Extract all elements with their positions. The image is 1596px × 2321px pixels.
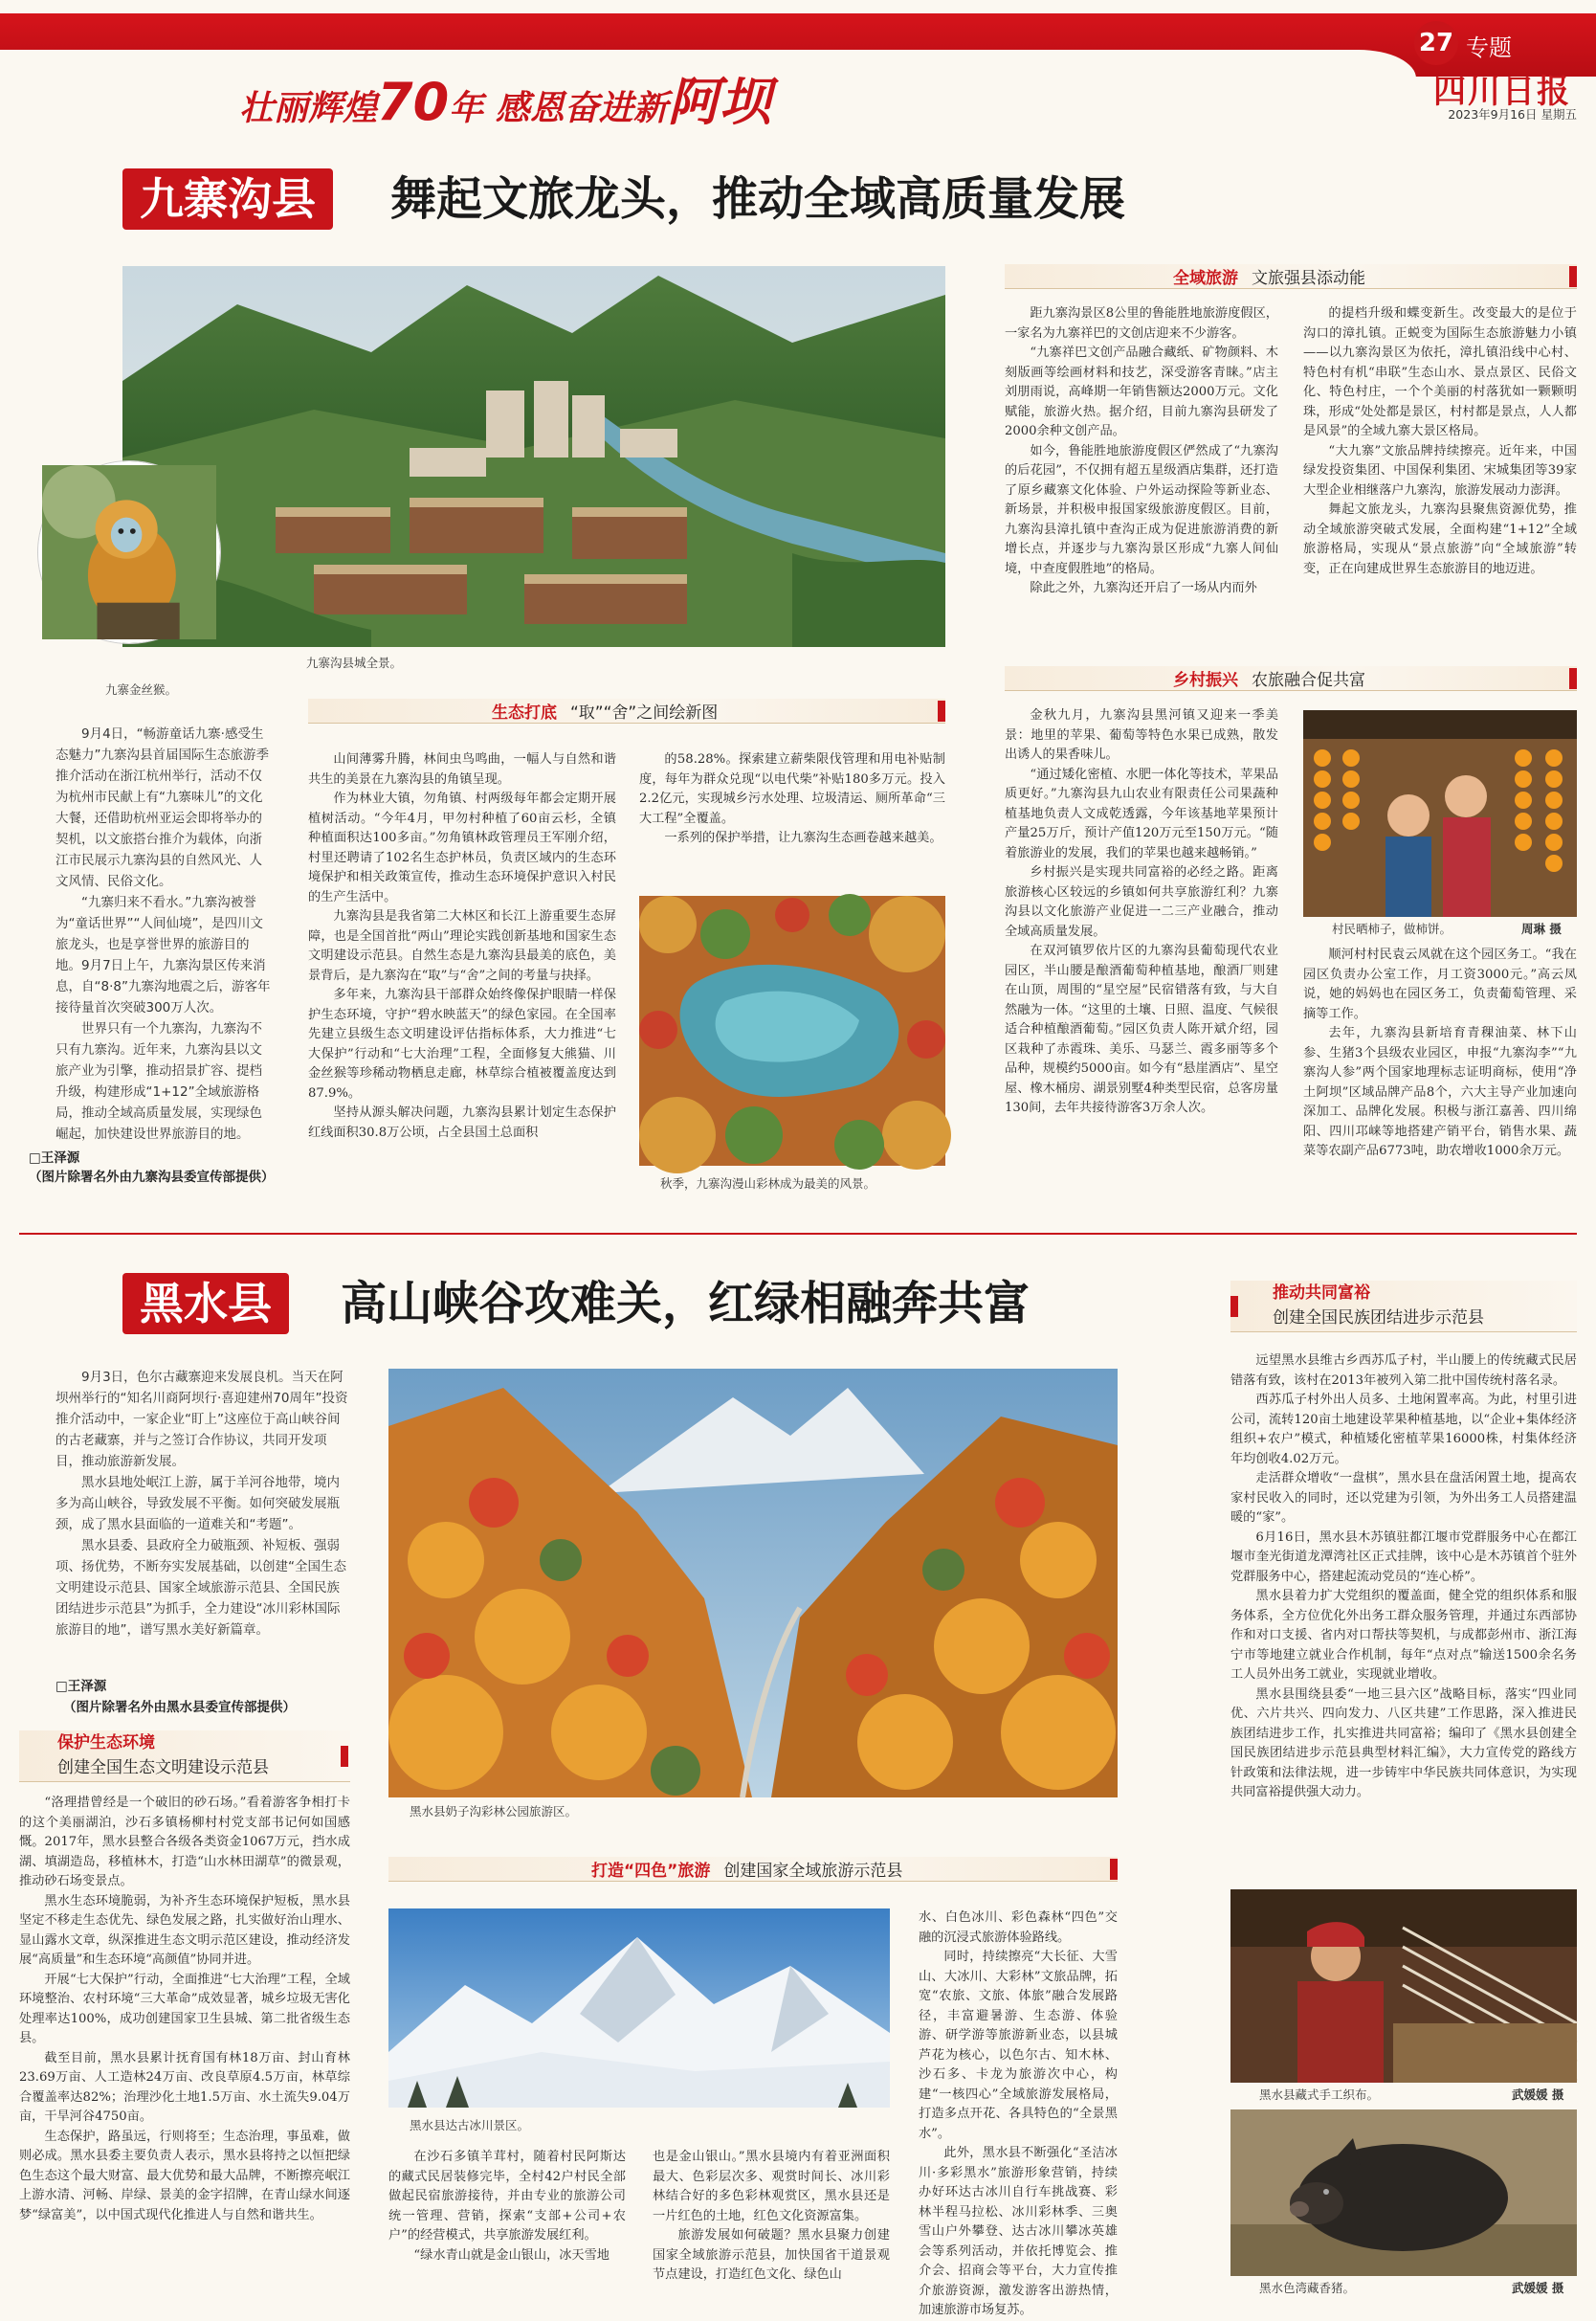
jiuzhaigou-lead-p2: “九寨归来不看水。”九寨沟被誉为“童话世界”“人间仙境”，是四川文旅龙头，也是享誉世界的旅游目的地。9月7日上午，九寨沟景区传来消息，自“8·8”九寨沟地震之后，游客年接待量首次突破300万人次。 <box>55 895 271 1015</box>
article-xiangcun-col2 <box>1303 946 1577 1202</box>
paragraph: 西苏瓜子村外出人员多、土地闲置率高。为此，村里引进公司，流转120亩土地建设苹果种植基地，以“企业+集体经济组织+农户”模式，种植矮化密植苹果16000株，村集体经济年均创收4.02万元。 <box>1230 1393 1577 1466</box>
paragraph: 山间薄雾升腾，林间虫鸟鸣曲，一幅人与自然和谐共生的美景在九寨沟县的角镇呈现。 <box>308 752 616 787</box>
paragraph: 水、白色冰川、彩色森林“四色”交融的沉浸式旅游体验路线。 <box>919 1910 1118 1945</box>
article-sise-col3 <box>919 1908 1118 2317</box>
paragraph: 坚持从源头解决问题，九寨沟县累计划定生态保护红线面积30.8万公顷，占全县国土总面积 <box>308 1105 616 1140</box>
paragraph: 开展“七大保护”行动，全面推进“七大治理”工程，全域环境整治、农村环境“三大革命”成效显著，城乡垃圾无害化处理率达100%，成功创建国家卫生县城、第二批省级生态县。 <box>19 1972 350 2045</box>
paragraph: 也是金山银山。”黑水县境内有着亚洲面积最大、色彩层次多、观赏时间长、冰川彩林结合好的多色彩林观赏区，黑水县还是一片红色的土地，红色文化资源富集。 <box>653 2150 890 2223</box>
section-head-xiangcun-zhenxing <box>1005 666 1577 691</box>
article-gongtong-fuyu <box>1230 1351 1577 1880</box>
credit-drying-persimmons: 周琳 摄 <box>1521 922 1562 936</box>
section-head-baohu-shengtai <box>19 1730 350 1782</box>
section-head-red: 全域旅游 <box>1173 269 1238 288</box>
article-baohu-shengtai <box>19 1794 350 2299</box>
section-head-red: 生态打底 <box>492 703 557 723</box>
paragraph: 多年来，九寨沟县干部群众始终像保护眼睛一样保护生态环境，守护“碧水映蓝天”的绿色家园。在全国率先建立县级生态文明建设评估指标体系，大力推进“七大保护”行动和“七大治理”工程，全面修复大熊猫、川金丝猴等珍稀动物栖息走廊，林草综合植被覆盖度达到87.9%。 <box>308 988 616 1101</box>
paragraph: 去年，九寨沟县新培育青稞油菜、林下山参、生猪3个县级农业园区，申报“九寨沟李”“九寨沟人参”两个国家地理标志证明商标，使用“净土阿坝”区域品牌产品8个，六大主导产业加速向深加工、品牌化发展。积极与浙江嘉善、四川绵阳、四川邛崃等地搭建产销平台，销售水果、蔬菜等农副产品6773吨，助农增收1000余万元。 <box>1303 1026 1577 1158</box>
paragraph: 此外，黑水县不断强化“圣洁冰川·多彩黑水”旅游形象营销，持续办好环达古冰川自行车挑战赛、彩林半程马拉松、冰川彩林季、三奥雪山户外攀登、达古冰川攀冰英雄会等系列活动，并依托博览会、推介会、招商会等平台，大力宣传推介旅游资源，激发游客出游热情，加速旅游市场复苏。 <box>919 2146 1118 2317</box>
slogan-part-b: 年 感恩奋进新 <box>449 89 668 128</box>
section-head-title: 创建国家全域旅游示范县 <box>723 1862 903 1881</box>
caption-naizigou-forest: 黑水县奶子沟彩林公园旅游区。 <box>410 1804 578 1819</box>
section-head-sise-lvyou <box>388 1857 1118 1882</box>
paragraph: 远望黑水县维古乡西苏瓜子村，半山腰上的传统藏式民居错落有致，该村在2013年被列入第二批中国传统村落名录。 <box>1230 1353 1577 1388</box>
credit-weaving: 武媛媛 摄 <box>1512 2087 1564 2102</box>
photo-jiuzhaigou-town <box>122 266 945 647</box>
paragraph: 如今，鲁能胜地旅游度假区俨然成了“九寨沟的后花园”，不仅拥有超五星级酒店集群，还打造了原乡藏寨文化体验、户外运动探险等新业态、新场景，并积极申报国家级旅游度假区。目前，九寨沟县漳扎镇中查沟正成为促进旅游消费的新增长点，并逐步与九寨沟景区形成“九寨人间仙境，中查度假胜地”的格局。 <box>1005 443 1278 576</box>
section-head-gongtong-fuyu <box>1230 1281 1577 1332</box>
paragraph: “通过矮化密植、水肥一体化等技术，苹果品质更好。”九寨沟县九山农业有限责任公司果蔬种植基地负责人文成乾透露，今年该基地苹果预计产量25万斤，预计产值120万元至150万元。“随着旅游业的发展，我们的苹果也越来越畅销。” <box>1005 767 1278 860</box>
section-head-title: 文旅强县添动能 <box>1252 269 1365 288</box>
paragraph: “九寨祥巴文创产品融合藏纸、矿物颜料、木刻版画等绘画材料和技艺，深受游客青睐。”店主刘朋雨说，高峰期一年销售额达2000万元。文化赋能，旅游火热。据介绍，目前九寨沟县研发了2000余种文创产品。 <box>1005 346 1278 438</box>
caption-jiuzhaigou-town: 九寨沟县城全景。 <box>306 656 403 670</box>
paragraph: 生态保护，路虽远，行则将至；生态治理，事虽难，做则必成。黑水县委主要负责人表示，黑水县将持之以恒把绿色生态这个最大财富、最大优势和最大品牌，不断擦亮岷江上游水清、河畅、岸绿、景美的金字招牌，在青山绿水间逐梦“绿富美”，以中国式现代化推进人与自然和谐共生。 <box>19 2129 350 2222</box>
credit-tibetan-pig: 武媛媛 摄 <box>1512 2281 1564 2295</box>
slogan-part-c: 阿坝 <box>667 72 771 132</box>
paragraph: 的提档升级和蝶变新生。改变最大的是位于沟口的漳扎镇。正蜕变为国际生态旅游魅力小镇——以九寨沟景区为依托，漳扎镇沿线中心村、特色村有机“串联”生态山水、景点景区、民俗文化、特色村庄，一个个美丽的村落犹如一颗颗明珠，形成“处处都是景区，村村都是景点，人人都是风景”的全域九寨大景区格局。 <box>1303 306 1577 438</box>
paragraph: 在双河镇罗依片区的九寨沟县葡萄现代农业园区，半山腰是酿酒葡萄种植基地，酿酒厂则建在山顶，周围的“星空屋”民宿错落有致，与大自然融为一体。“这里的土壤、日照、温度、气候很适合种植酿酒葡萄。”园区负责人陈开斌介绍，园区栽种了赤霞珠、美乐、马瑟兰、霞多丽等多个品种，规模约5000亩。如今有“悬崖酒店”、星空屋、橡木桶房、湖景别墅4种类型民宿，总客房量130间，去年共接待游客3万余人次。 <box>1005 944 1278 1115</box>
section-head-bar <box>938 701 945 722</box>
slogan-part-a: 壮丽辉煌 <box>239 89 378 128</box>
jiuzhaigou-lead-p1: 9月4日，“畅游童话九寨·感受生态魅力”九寨沟县首届国际生态旅游季推介活动在浙江杭州举行，活动不仅为杭州市民献上有“九寨味儿”的文化大餐，还借助杭州亚运会即将举办的契机，以文旅搭台推介为载体，向浙江市民展示九寨沟县的自然风光、人文风情、民俗文化。 <box>55 726 269 889</box>
paragraph: 距九寨沟景区8公里的鲁能胜地旅游度假区，一家名为九寨祥巴的文创店迎来不少游客。 <box>1005 306 1278 341</box>
paragraph: 同时，持续擦亮“大长征、大雪山、大冰川、大彩林”文旅品牌，拓宽“农旅、文旅、体旅”融合发展路径，丰富避暑游、生态游、体验游、研学游等旅游新业态，以县城芦花为核心，以色尔古、知木林、沙石多、卡龙为旅游次中心，构建“一核四心”全域旅游发展格局，打造多点开花、各具特色的“全景黑水”。 <box>919 1950 1118 2141</box>
photo-autumn-forest-lake <box>639 896 945 1166</box>
paragraph: 作为林业大镇，勿角镇、村两级每年都会定期开展植树活动。“今年4月，甲勿村种植了60亩云杉，全镇种植面积达100多亩。”勿角镇林政管理员王军刚介绍，村里还聘请了102名生态护林员，负责区域内的生态环境保护和相关政策宣传，推动生态环境保护意识入村民的生产生活中。 <box>308 792 616 904</box>
county-tag-jiuzhaigou: 九寨沟县 <box>122 168 333 230</box>
paper-name: 四川日报 <box>1433 73 1571 111</box>
section-head-bar <box>341 1746 348 1767</box>
page-number-block <box>1414 21 1577 122</box>
heishui-lead-p3: 黑水县委、县政府全力破瓶颈、补短板、强弱项、扬优势，不断夯实发展基础，以创建“全国生态文明建设示范县、国家全域旅游示范县、全国民族团结进步示范县”为抓手，全力建设“冰川彩林国际旅游目的地”，谱写黑水美好新篇章。 <box>55 1538 346 1638</box>
caption-tibetan-pig: 黑水色湾藏香猪。 <box>1259 2281 1356 2295</box>
section-head-red: 打造“四色”旅游 <box>591 1862 711 1881</box>
page-label: 专题 <box>1466 34 1512 61</box>
article-sise-col1 <box>388 2148 626 2299</box>
issue-date: 2023年9月16日 星期五 <box>1448 107 1577 122</box>
section-head-bar <box>1569 668 1577 689</box>
heishui-photo-credit: （图片除署名外由黑水县委宣传部提供） <box>63 1700 296 1715</box>
section-head-shengtai-dadi <box>308 699 945 724</box>
section-head-title: 农旅融合促共富 <box>1252 671 1365 690</box>
section-head-bar <box>1230 1296 1238 1317</box>
paragraph: 乡村振兴是实现共同富裕的必经之路。距离旅游核心区较远的乡镇如何共享旅游红利？九寨沟县以文化旅游产业促进一二三产业融合，推动全域高质量发展。 <box>1005 865 1278 939</box>
paragraph: 金秋九月，九寨沟县黑河镇又迎来一季美景：地里的苹果、葡萄等特色水果已成熟，散发出诱人的果香味儿。 <box>1005 708 1278 762</box>
masthead <box>0 0 1596 132</box>
paragraph: 一系列的保护举措，让九寨沟生态画卷越来越美。 <box>664 831 942 845</box>
slogan-number: 70 <box>377 72 450 132</box>
paragraph: 顺河村村民袁云凤就在这个园区务工。“我在园区负责办公室工作，月工资3000元。”高云凤说，她的妈妈也在园区务工，负责葡萄管理、采摘等工作。 <box>1303 948 1577 1021</box>
article-xiangcun-col1 <box>1005 706 1278 1202</box>
paragraph: 6月16日，黑水县木苏镇驻都江堰市党群服务中心在都江堰市奎光街道龙潭湾社区正式挂牌，该中心是木苏镇首个驻外党群服务中心，搭建起流动党员的“连心桥”。 <box>1230 1529 1577 1584</box>
paragraph: 走活群众增收“一盘棋”，黑水县在盘活闲置土地，提高农家村民收入的同时，还以党建为引领，为外出务工人员搭建温暖的“家”。 <box>1230 1471 1577 1525</box>
caption-autumn-forest-lake: 秋季，九寨沟漫山彩林成为最美的风景。 <box>660 1176 876 1191</box>
paragraph: “洛理措曾经是一个破旧的砂石场。”看着游客争相打卡的这个美丽湖泊，沙石多镇杨柳村村党支部书记何如国感慨。2017年，黑水县整合各级各类资金1067万元，挡水成湖、填湖造岛，移植林木，打造“山水林田湖草”的微景观，推动砂石场变景点。 <box>19 1796 350 1888</box>
section-head-title: 创建全国生态文明建设示范县 <box>57 1758 269 1777</box>
paragraph: 黑水县围绕县委“一地三县六区”战略目标，落实“四业同优、六片共兴、四向发力、八区共建”工作思路，深入推进民族团结进步工作，扎实推进共同富裕；编印了《黑水县创建全国民族团结进步示范县典型材料汇编》，大力宣传党的路线方针政策和法律法规，进一步铸牢中华民族共同体意识，为实现共同富裕提供强大动力。 <box>1230 1686 1577 1799</box>
article-shengtai-col1 <box>308 750 616 1202</box>
page-number-circle: 27 <box>1414 21 1458 65</box>
paragraph: “绿水青山就是金山银山，冰天雪地 <box>413 2247 610 2263</box>
paragraph: 九寨沟县是我省第二大林区和长江上游重要生态屏障，也是全国首批“两山”理论实践创新基地和国家生态文明建设示范县。自然生态是九寨沟县最美的底色，美景背后，是九寨沟在“取”与“舍”之间的考量与抉择。 <box>308 909 616 983</box>
paragraph: 除此之外，九寨沟还开启了一场从内而外 <box>1030 581 1257 595</box>
section-head-bar <box>1569 266 1577 287</box>
heishui-byline: □王泽源 <box>55 1679 107 1694</box>
caption-weaving: 黑水县藏式手工织布。 <box>1259 2087 1380 2102</box>
caption-golden-monkey: 九寨金丝猴。 <box>105 682 178 697</box>
section-divider <box>19 1233 1577 1235</box>
photo-dagu-glacier <box>388 1908 890 2108</box>
paragraph: 在沙石多镇羊茸村，随着村民阿斯达的藏式民居装修完毕，全村42户村民全部做起民宿旅游接待，并由专业的旅游公司统一管理、营销，探索“支部+公司+农户”的经营模式，共享旅游发展红利。 <box>388 2150 626 2243</box>
section-head-red: 乡村振兴 <box>1173 671 1238 690</box>
jiuzhaigou-lead-p3: 世界只有一个九寨沟，九寨沟不只有九寨沟。近年来，九寨沟县以文旅产业为引擎，推动招景扩容、提档升级，构建形成“1+12”全域旅游格局，推动全域高质量发展，实现绿色崛起，加快建设世界旅游目的地。 <box>55 1021 262 1142</box>
section-head-title: 创建全国民族团结进步示范县 <box>1273 1308 1484 1328</box>
jiuzhaigou-lead <box>55 724 272 1142</box>
photo-drying-persimmons <box>1303 710 1577 917</box>
paragraph: 截至目前，黑水县累计抚育国有林18万亩、封山育林23.69万亩、人工造林24万亩、改良草原4.5万亩，林草综合覆盖率达82%；治理沙化土地1.5万亩、水土流失9.04万亩，干旱河谷4750亩。 <box>19 2050 350 2124</box>
heishui-lead-p1: 9月3日，色尔古藏寨迎来发展良机。当天在阿坝州举行的“知名川商阿坝行·喜迎建州70周年”投资推介活动中，一家企业“盯上”这座位于高山峡谷间的古老藏寨，并与之签订合作协议，共同开发项目，推动旅游新发展。 <box>55 1370 348 1469</box>
photo-tibetan-pig <box>1230 2109 1577 2276</box>
caption-drying-persimmons: 村民晒柿子，做柿饼。 <box>1332 922 1452 936</box>
paragraph: 旅游发展如何破题？黑水县聚力创建国家全域旅游示范县，加快国省干道景观节点建设，打造红色文化、绿色山 <box>653 2228 890 2282</box>
section-head-bar <box>1110 1859 1118 1880</box>
section-head-red: 推动共同富裕 <box>1273 1283 1370 1303</box>
heishui-lead-p2: 黑水县地处岷江上游，属于羊河谷地带，境内多为高山峡谷，导致发展不平衡。如何突破发展瓶颈，成了黑水县面临的一道难关和“考题”。 <box>55 1475 340 1532</box>
paragraph: 舞起文旅龙头，九寨沟县聚焦资源优势，推动全域旅游突破式发展，全面构建“1+12”全域旅游格局，实现从“景点旅游”向“全域旅游”转变，正在向建成世界生态旅游目的地迈进。 <box>1303 502 1577 576</box>
section-head-title: “取”“舍”之间绘新图 <box>570 703 719 723</box>
photo-golden-monkey <box>38 461 220 643</box>
article-sise-col2 <box>653 2148 890 2299</box>
article-quanyu-col2 <box>1303 304 1577 653</box>
section-head-quanyu-lvyou <box>1005 264 1577 289</box>
heishui-lead <box>55 1367 348 1669</box>
article-shengtai-col2 <box>639 750 945 875</box>
section-head-red: 保护生态环境 <box>57 1733 155 1752</box>
photo-naizigou-forest <box>388 1369 1118 1797</box>
photo-weaving <box>1230 1889 1577 2083</box>
headline-heishui: 高山峡谷攻难关，红绿相融奔共富 <box>341 1277 1031 1330</box>
jiuzhaigou-byline: □王泽源 <box>29 1150 80 1166</box>
caption-dagu-glacier: 黑水县达古冰川景区。 <box>410 2118 530 2132</box>
headline-jiuzhaigou: 舞起文旅龙头，推动全域高质量发展 <box>390 172 1126 226</box>
paragraph: 黑水生态环境脆弱，为补齐生态环境保护短板，黑水县坚定不移走生态优先、绿色发展之路，扎实做好治山理水、显山露水文章，纵深推进生态文明示范区建设，推动经济发展“高质量”和生态环境“高颜值”协同并进。 <box>19 1893 350 1967</box>
paragraph: 的58.28%。探索建立薪柴限伐管理和用电补贴制度，每年为群众兑现“以电代柴”补贴180多万元。投入2.2亿元，实现城乡污水处理、垃圾清运、厕所革命“三大工程”全覆盖。 <box>639 752 945 826</box>
masthead-slogan <box>239 61 771 132</box>
county-tag-heishui: 黑水县 <box>122 1273 289 1334</box>
paragraph: “大九寨”文旅品牌持续擦亮。近年来，中国绿发投资集团、中国保利集团、宋城集团等39家大型企业相继落户九寨沟，旅游发展动力澎湃。 <box>1303 443 1577 498</box>
article-quanyu-col1 <box>1005 304 1278 653</box>
paragraph: 黑水县着力扩大党组织的覆盖面，健全党的组织体系和服务体系，全方位优化外出务工群众服务管理，并通过东西部协作和对口支援、省内对口帮扶等契机，与成都彭州市、浙江海宁市等地建立就业合作机制，每年“点对点”输送1500余名务工人员外出务工就业，实现就业增收。 <box>1230 1589 1577 1682</box>
jiuzhaigou-photo-credit: （图片除署名外由九寨沟县委宣传部提供） <box>29 1170 275 1185</box>
